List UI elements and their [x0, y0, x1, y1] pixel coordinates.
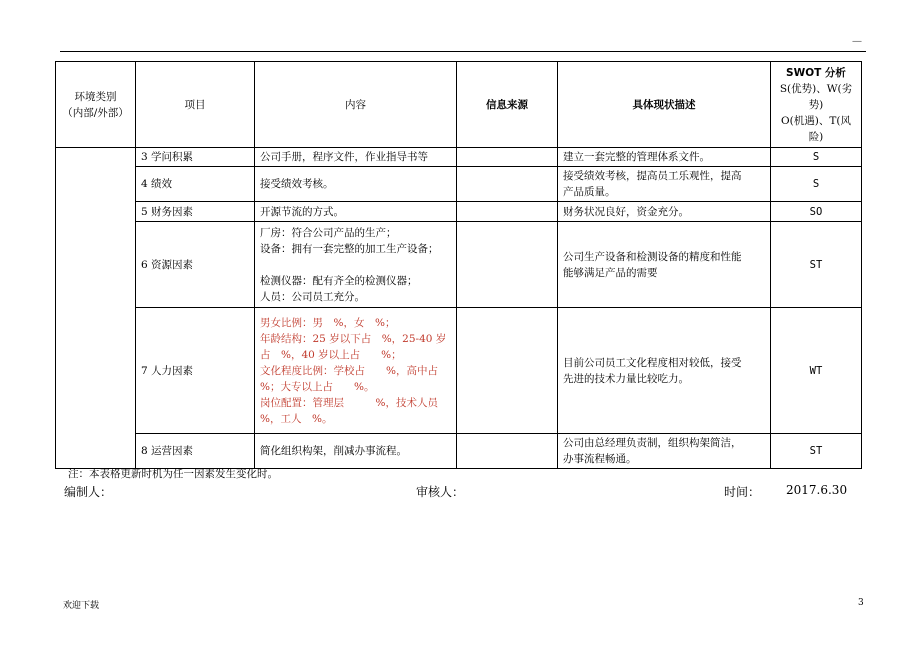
description-line: 先进的技术力量比较吃力。	[563, 372, 689, 385]
content-cell	[255, 308, 457, 434]
content-line: 检测仪器：配有齐全的检测仪器；	[260, 274, 418, 287]
content-line: 厂房：符合公司产品的生产；	[260, 226, 397, 239]
description-line: 目前公司员工文化程度相对较低，接受	[563, 356, 742, 369]
description-cell	[558, 148, 771, 167]
item-cell: 4 绩效	[136, 167, 255, 202]
swot-cell: S	[771, 148, 862, 167]
item-cell: 6 资源因素	[136, 222, 255, 308]
content-line: 设备：拥有一套完整的加工生产设备；	[260, 242, 439, 255]
item-cell: 8 运营因素	[136, 434, 255, 469]
content-line	[260, 257, 451, 273]
table-row	[56, 202, 862, 222]
header-rule	[60, 51, 866, 52]
source-cell	[457, 167, 558, 202]
reviewer-label: 审核人：	[416, 485, 465, 499]
table-row	[56, 308, 862, 434]
description-line: 办事流程畅通。	[563, 453, 637, 465]
content-cell	[255, 167, 457, 202]
source-cell	[457, 434, 558, 469]
header-source: 信息来源	[457, 62, 558, 148]
description-line: 公司生产设备和检测设备的精度和性能	[563, 250, 742, 263]
content-cell	[255, 222, 457, 308]
header-item: 项目	[136, 62, 255, 148]
content-line: 开源节流的方式。	[260, 205, 344, 218]
preparer-label: 编制人：	[64, 485, 113, 499]
content-line: 人员：公司员工充分。	[260, 290, 365, 303]
content-line: 年龄结构：25 岁以下占 %，25-40 岁	[260, 332, 447, 345]
content-cell	[255, 434, 457, 469]
header-swot: SWOT 分析 S(优势)、W(劣 势) O(机遇)、T(风 险)	[771, 62, 862, 148]
content-cell	[255, 202, 457, 222]
swot-cell: ST	[771, 434, 862, 469]
description-line: 产品质量。	[563, 186, 616, 198]
table-row	[56, 148, 862, 167]
item-cell: 3 学问积累	[136, 148, 255, 167]
content-line: 岗位配置：管理层 %，技术人员	[260, 396, 438, 409]
swot-cell: S	[771, 167, 862, 202]
description-line: 财务状况良好，资金充分。	[563, 205, 689, 218]
content-line: 文化程度比例：学校占 %，高中占	[260, 364, 438, 377]
content-line: 接受绩效考核。	[260, 178, 334, 190]
content-line: 占 %，40 岁以上占 %；	[260, 348, 402, 361]
description-line: 建立一套完整的管理体系文件。	[563, 151, 710, 163]
swot-table	[55, 61, 862, 469]
item-cell: 5 财务因素	[136, 202, 255, 222]
header-content: 内容	[255, 62, 457, 148]
header-description: 具体现状描述	[558, 62, 771, 148]
content-line: 男女比例：男 %，女 %；	[260, 316, 396, 329]
description-line: 接受绩效考核，提高员工乐观性，提高	[563, 170, 742, 182]
table-row	[56, 222, 862, 308]
content-line: 公司手册，程序文件，作业指导书等	[260, 151, 428, 163]
source-cell	[457, 202, 558, 222]
description-line: 公司由总经理负责制，组织构架简洁，	[563, 437, 742, 449]
table-row	[56, 167, 862, 202]
content-line: %，工人 %。	[260, 412, 333, 425]
description-cell	[558, 167, 771, 202]
header-dash: —	[852, 36, 862, 47]
table-row	[56, 434, 862, 469]
content-cell	[255, 148, 457, 167]
source-cell	[457, 148, 558, 167]
description-cell	[558, 434, 771, 469]
description-cell	[558, 202, 771, 222]
page-number: 3	[858, 598, 864, 608]
source-cell	[457, 222, 558, 308]
content-line: 简化组织构架，削减办事流程。	[260, 445, 407, 457]
header-env-type: 环境类别 （内部/外部）	[56, 62, 136, 148]
content-line: %；大专以上占 %。	[260, 380, 375, 393]
description-cell	[558, 308, 771, 434]
description-line: 能够满足产品的需要	[563, 266, 658, 279]
item-cell: 7 人力因素	[136, 308, 255, 434]
env-type-cell	[56, 148, 136, 469]
time-value: 2017.6.30	[786, 483, 848, 497]
description-cell	[558, 222, 771, 308]
swot-cell: ST	[771, 222, 862, 308]
table-note: 注：本表格更新时机为任一因素发生变化时。	[68, 468, 278, 480]
time-label: 时间：	[724, 485, 761, 499]
footer-text: 欢迎下载	[63, 601, 100, 611]
swot-cell: SO	[771, 202, 862, 222]
source-cell	[457, 308, 558, 434]
swot-cell: WT	[771, 308, 862, 434]
